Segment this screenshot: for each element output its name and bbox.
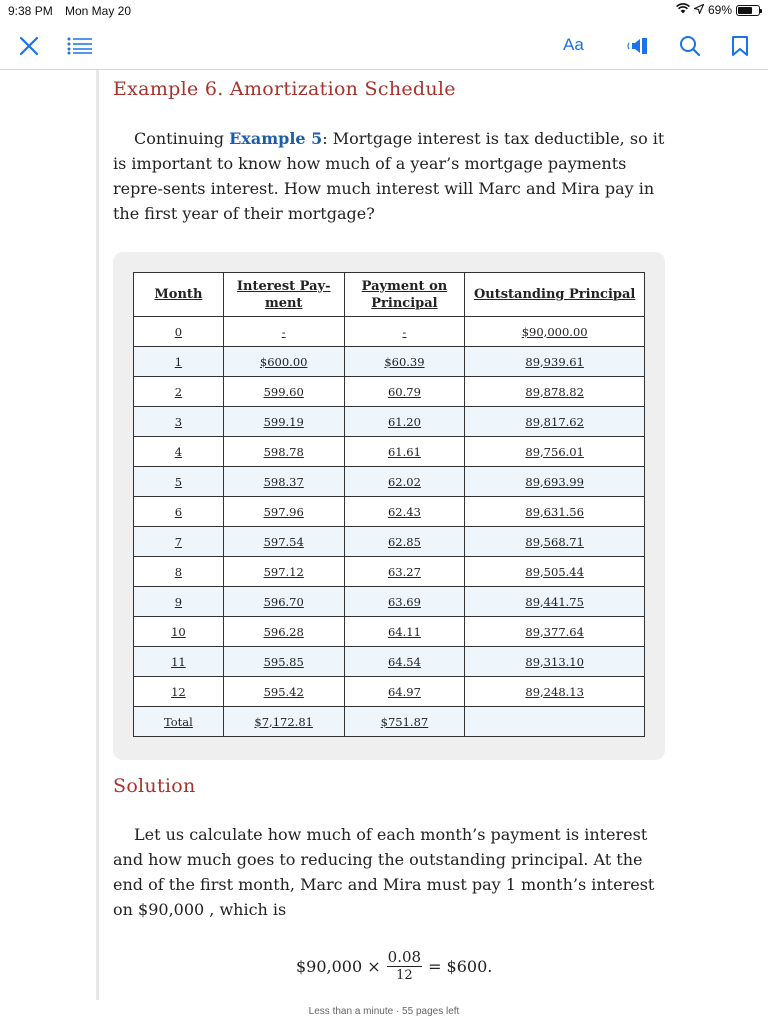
interest-cell: 597.54 xyxy=(223,527,344,557)
month-cell: 1 xyxy=(134,347,224,377)
interest-cell: 599.60 xyxy=(223,377,344,407)
principal-payment-cell: 61.20 xyxy=(344,407,465,437)
principal-payment-cell: 62.85 xyxy=(344,527,465,557)
table-row xyxy=(134,527,645,557)
interest-formula xyxy=(296,950,492,983)
month-cell: 8 xyxy=(134,557,224,587)
outstanding-cell: 89,939.61 xyxy=(465,347,645,377)
outstanding-cell: 89,693.99 xyxy=(465,467,645,497)
total-month-cell: Total xyxy=(134,707,224,737)
month-cell: 2 xyxy=(134,377,224,407)
table-row xyxy=(134,437,645,467)
month-cell: 5 xyxy=(134,467,224,497)
principal-payment-cell: 63.27 xyxy=(344,557,465,587)
formula-rhs: = $600. xyxy=(428,957,493,976)
principal-payment-cell: $60.39 xyxy=(344,347,465,377)
amortization-table xyxy=(133,272,645,737)
month-cell: 4 xyxy=(134,437,224,467)
header-outstanding-principal: Outstanding Principal xyxy=(465,273,645,317)
interest-cell: $600.00 xyxy=(223,347,344,377)
status-time: 9:38 PM xyxy=(8,4,53,18)
table-row xyxy=(134,377,645,407)
intro-prefix: Continuing xyxy=(134,129,230,148)
read-aloud-icon[interactable] xyxy=(625,32,653,60)
month-cell: 11 xyxy=(134,647,224,677)
principal-payment-cell: - xyxy=(344,317,465,347)
formula-fraction xyxy=(387,950,422,983)
wifi-icon xyxy=(676,3,690,17)
total-principal-payment-cell: $751.87 xyxy=(344,707,465,737)
formula-denominator: 12 xyxy=(396,968,413,983)
intro-paragraph xyxy=(113,126,665,226)
table-row xyxy=(134,347,645,377)
outstanding-cell: 89,441.75 xyxy=(465,587,645,617)
interest-cell: 596.70 xyxy=(223,587,344,617)
month-cell: 0 xyxy=(134,317,224,347)
table-row xyxy=(134,647,645,677)
total-outstanding-cell xyxy=(465,707,645,737)
table-row xyxy=(134,467,645,497)
search-icon[interactable] xyxy=(676,32,704,60)
total-row xyxy=(134,707,645,737)
outstanding-cell: 89,878.82 xyxy=(465,377,645,407)
month-cell: 12 xyxy=(134,677,224,707)
reader-toolbar xyxy=(0,22,768,70)
header-month: Month xyxy=(134,273,224,317)
location-arrow-icon xyxy=(694,3,704,17)
bookmark-icon[interactable] xyxy=(726,32,754,60)
month-cell: 10 xyxy=(134,617,224,647)
table-row xyxy=(134,317,645,347)
interest-cell: 597.96 xyxy=(223,497,344,527)
font-size-button[interactable]: Aa xyxy=(563,35,584,54)
reading-progress: Less than a minute · 55 pages left xyxy=(308,1006,460,1017)
book-page xyxy=(96,70,671,1000)
formula-lhs: $90,000 × xyxy=(296,957,381,976)
principal-payment-cell: 62.43 xyxy=(344,497,465,527)
principal-payment-cell: 60.79 xyxy=(344,377,465,407)
month-cell: 3 xyxy=(134,407,224,437)
interest-cell: 598.78 xyxy=(223,437,344,467)
outstanding-cell: 89,505.44 xyxy=(465,557,645,587)
table-row xyxy=(134,587,645,617)
header-interest-payment: Interest Pay-ment xyxy=(223,273,344,317)
principal-payment-cell: 61.61 xyxy=(344,437,465,467)
outstanding-cell: 89,313.10 xyxy=(465,647,645,677)
outstanding-cell: 89,631.56 xyxy=(465,497,645,527)
status-bar xyxy=(0,0,768,22)
outstanding-cell: 89,248.13 xyxy=(465,677,645,707)
month-cell: 6 xyxy=(134,497,224,527)
status-indicators xyxy=(676,3,760,17)
month-cell: 9 xyxy=(134,587,224,617)
example-5-link[interactable]: Example 5 xyxy=(229,129,323,148)
interest-cell: 597.12 xyxy=(223,557,344,587)
close-icon[interactable] xyxy=(15,32,43,60)
amortization-table-card xyxy=(113,252,665,760)
interest-cell: - xyxy=(223,317,344,347)
table-body xyxy=(134,317,645,737)
total-interest-cell: $7,172.81 xyxy=(223,707,344,737)
header-payment-on-principal: Payment on Principal xyxy=(344,273,465,317)
principal-payment-cell: 64.97 xyxy=(344,677,465,707)
interest-cell: 599.19 xyxy=(223,407,344,437)
formula-numerator: 0.08 xyxy=(387,948,422,966)
interest-cell: 598.37 xyxy=(223,467,344,497)
outstanding-cell: 89,817.62 xyxy=(465,407,645,437)
battery-icon xyxy=(736,5,760,16)
outstanding-cell: 89,568.71 xyxy=(465,527,645,557)
battery-percent: 69% xyxy=(707,3,732,17)
table-row xyxy=(134,497,645,527)
outstanding-cell: 89,756.01 xyxy=(465,437,645,467)
table-row xyxy=(134,407,645,437)
status-date: Mon May 20 xyxy=(65,4,132,18)
principal-payment-cell: 62.02 xyxy=(344,467,465,497)
solution-heading: Solution xyxy=(113,775,196,797)
example-heading: Example 6. Amortization Schedule xyxy=(113,78,456,100)
month-cell: 7 xyxy=(134,527,224,557)
interest-cell: 595.42 xyxy=(223,677,344,707)
interest-cell: 596.28 xyxy=(223,617,344,647)
table-row xyxy=(134,557,645,587)
table-of-contents-icon[interactable] xyxy=(66,32,94,60)
table-row xyxy=(134,677,645,707)
intro-text: : Mortgage interest is tax deductible, so it is important to know how much of a year’s mortgage payments repre-sents interest. How much interest will Marc and Mira pay in the first year of their mortgage? xyxy=(113,129,665,223)
principal-payment-cell: 64.54 xyxy=(344,647,465,677)
table-header-row xyxy=(134,273,645,317)
table-row xyxy=(134,617,645,647)
outstanding-cell: 89,377.64 xyxy=(465,617,645,647)
solution-paragraph: Let us calculate how much of each month’s payment is interest and how much goes to reducing the outstanding principal. At the end of the first month, Marc and Mira must pay 1 month’s interest on $90,000 , which is xyxy=(113,825,655,919)
principal-payment-cell: 63.69 xyxy=(344,587,465,617)
outstanding-cell: $90,000.00 xyxy=(465,317,645,347)
principal-payment-cell: 64.11 xyxy=(344,617,465,647)
interest-cell: 595.85 xyxy=(223,647,344,677)
